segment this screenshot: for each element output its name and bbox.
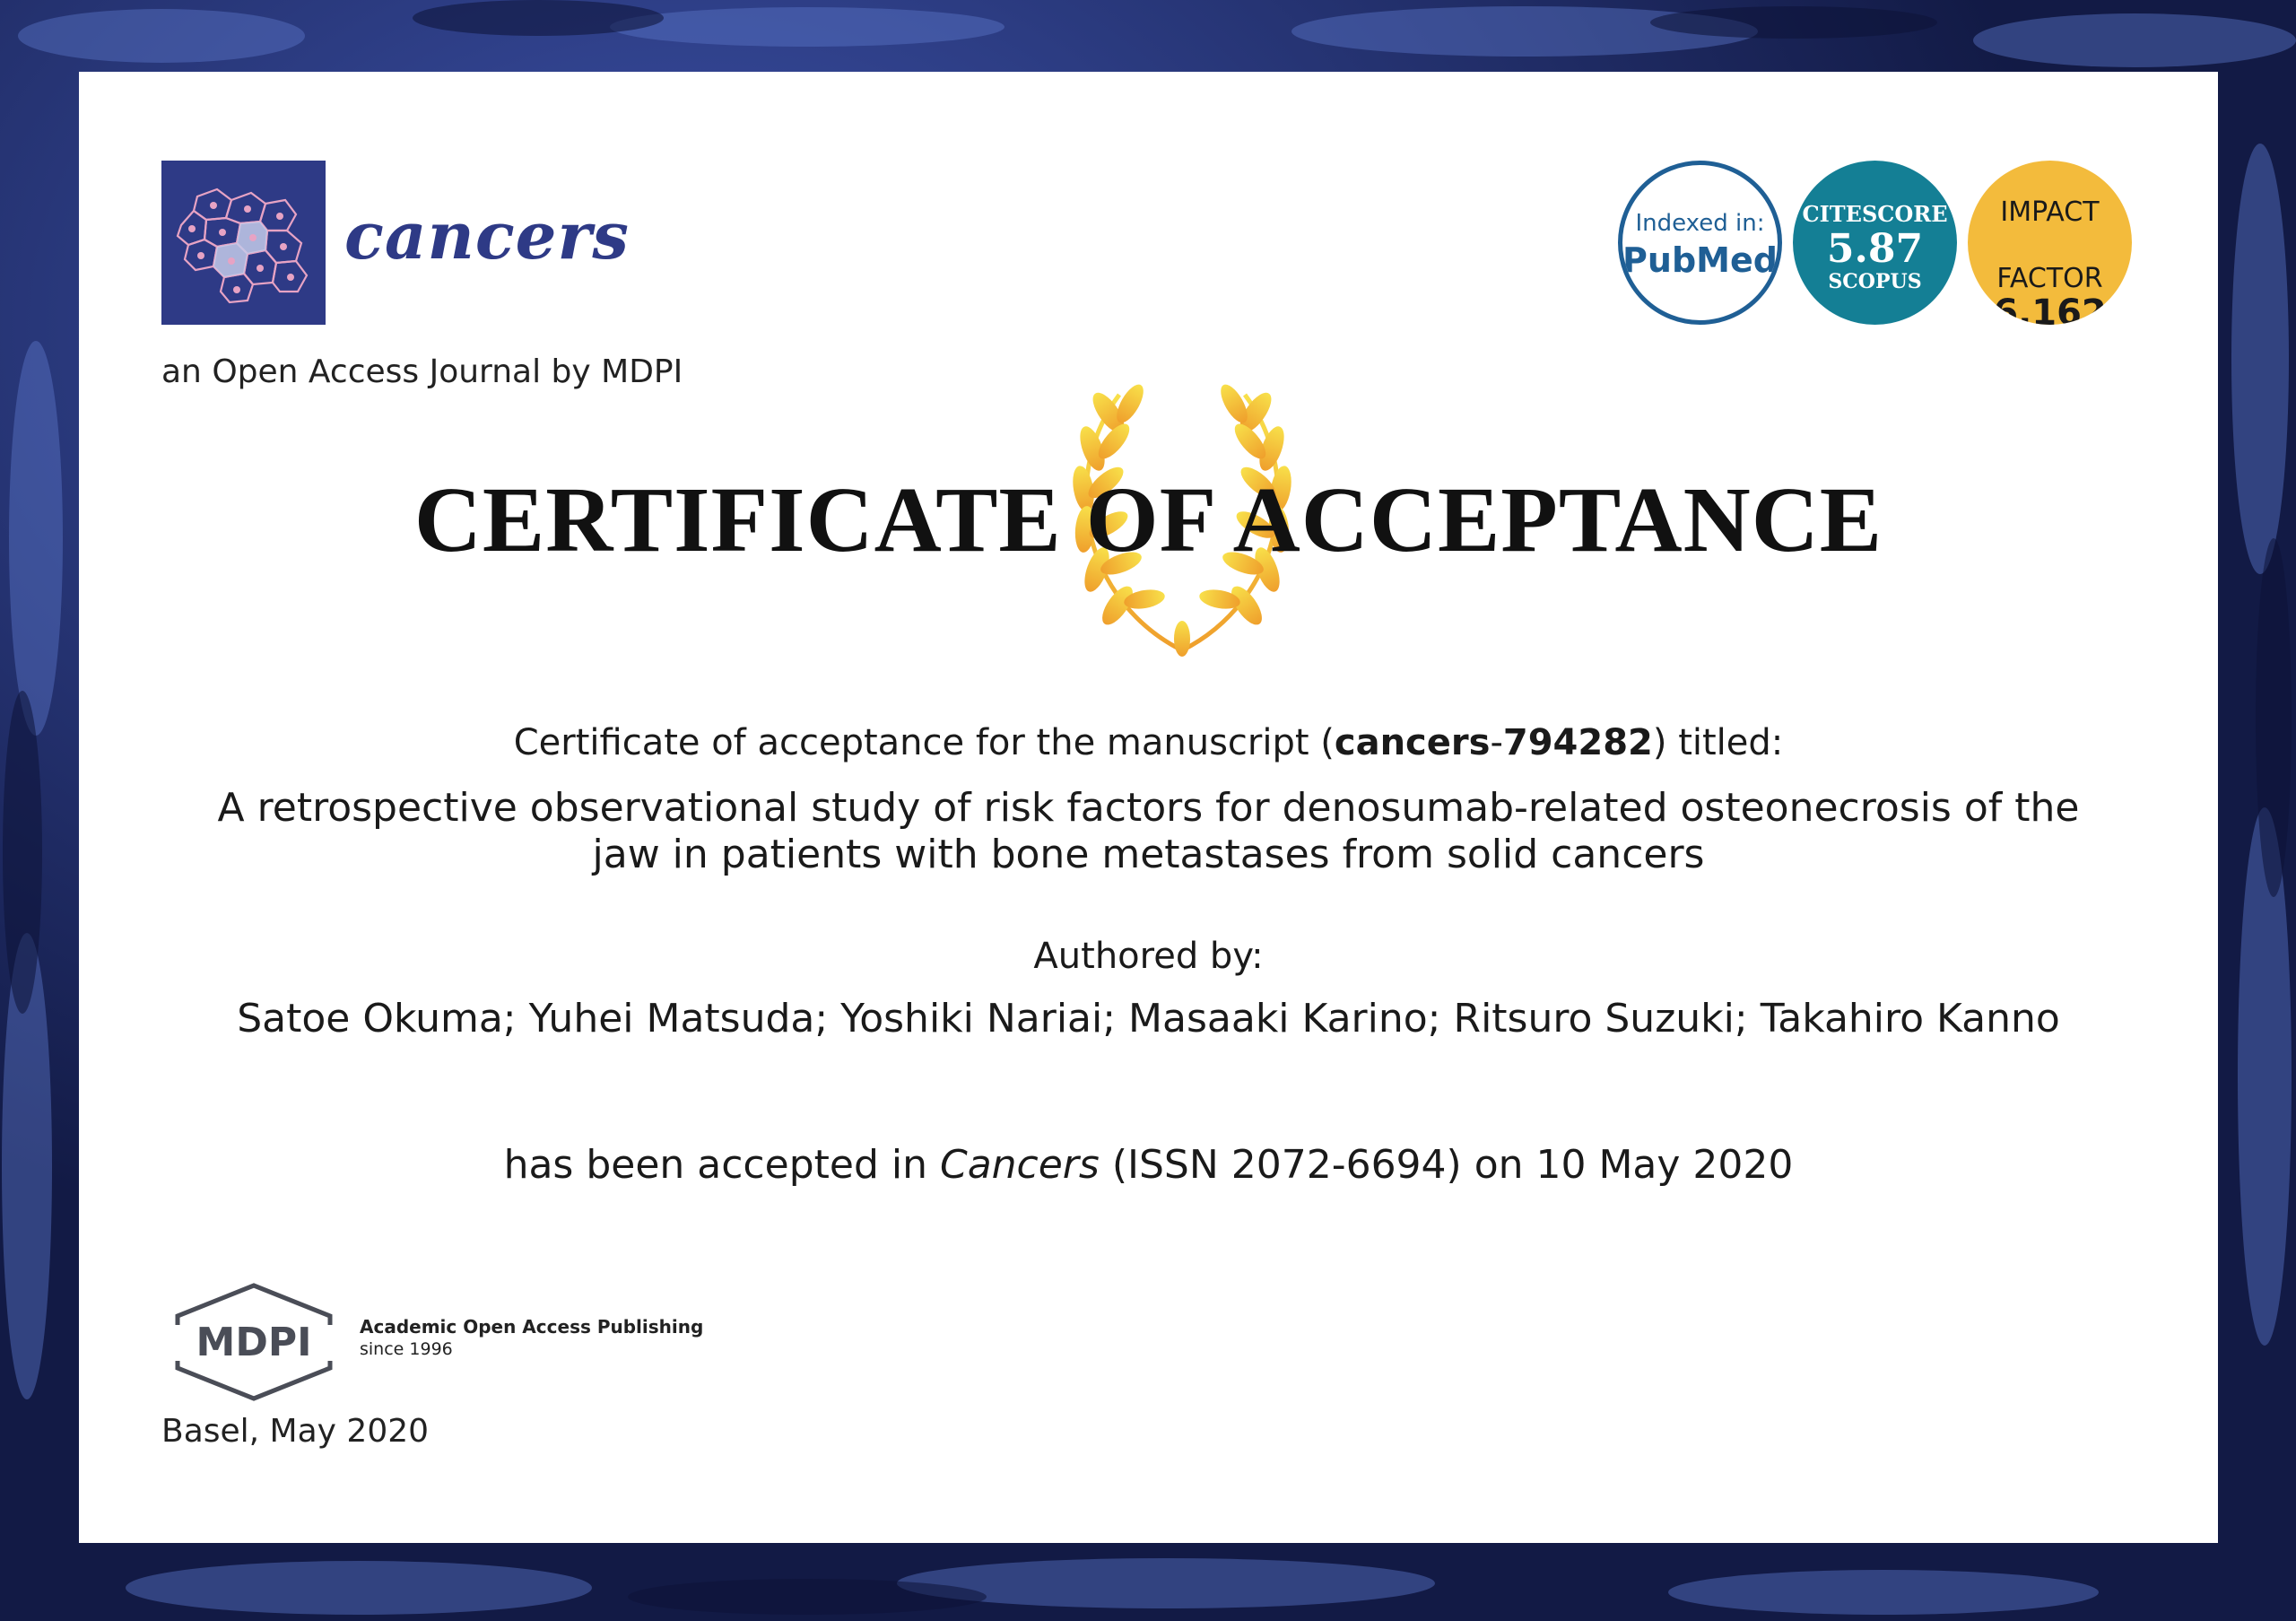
pubmed-badge bbox=[1618, 161, 1782, 325]
journal-name: cancers bbox=[344, 197, 630, 274]
accepted-journal: Cancers bbox=[939, 1142, 1100, 1188]
impact-factor-label-1: IMPACT bbox=[2000, 196, 2100, 228]
publisher-tagline: Academic Open Access Publishing bbox=[360, 1316, 704, 1338]
acceptance-statement bbox=[213, 1142, 2083, 1188]
citescore-value: 5.87 bbox=[1826, 226, 1924, 272]
impact-factor-badge bbox=[1968, 161, 2132, 325]
impact-factor-label-2: FACTOR bbox=[1996, 263, 2103, 294]
paper-title: A retrospective observational study of risk factors for denosumab-related osteonecrosis of the jaw in patients with bone metastases from solid cancers bbox=[217, 785, 2080, 877]
manuscript-journal: cancers bbox=[1334, 722, 1491, 763]
accepted-prefix: has been accepted in bbox=[503, 1142, 940, 1188]
journal-tagline: an Open Access Journal by MDPI bbox=[161, 353, 683, 390]
publisher-since: since 1996 bbox=[360, 1339, 453, 1359]
certificate-sheet bbox=[79, 72, 2218, 1543]
impact-factor-value: 6.162 bbox=[1993, 292, 2107, 325]
mdpi-logo-text: MDPI bbox=[196, 1320, 312, 1365]
accepted-suffix: (ISSN 2072-6694) on 10 May 2020 bbox=[1099, 1142, 1794, 1188]
cells-icon bbox=[161, 161, 326, 325]
intro-prefix: Certificate of acceptance for the manuscript ( bbox=[513, 722, 1335, 763]
manuscript-separator: - bbox=[1490, 722, 1503, 763]
certificate-title: CERTIFICATE OF ACCEPTANCE bbox=[413, 468, 1883, 571]
intro-suffix: ) titled: bbox=[1652, 722, 1784, 763]
mdpi-logo bbox=[160, 1278, 348, 1404]
citescore-source: SCOPUS bbox=[1828, 270, 1922, 293]
pubmed-badge-line2: PubMed bbox=[1622, 240, 1778, 280]
place-date: Basel, May 2020 bbox=[161, 1413, 430, 1450]
authored-by-label: Authored by: bbox=[1033, 936, 1264, 977]
journal-logo bbox=[161, 161, 326, 325]
manuscript-number: 794282 bbox=[1502, 722, 1653, 763]
citescore-label: CITESCORE bbox=[1802, 201, 1948, 227]
manuscript-intro bbox=[213, 722, 2083, 763]
citescore-badge bbox=[1793, 161, 1957, 325]
author-list: Satoe Okuma; Yuhei Matsuda; Yoshiki Nariai; Masaaki Karino; Ritsuro Suzuki; Takahiro Kanno bbox=[237, 996, 2060, 1041]
pubmed-badge-line1: Indexed in: bbox=[1635, 210, 1765, 237]
